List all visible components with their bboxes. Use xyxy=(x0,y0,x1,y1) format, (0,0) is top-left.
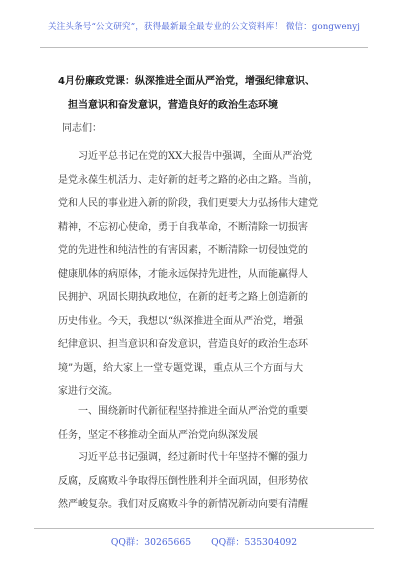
paragraph-line: 习近平总书记强调，经过新时代十年坚持不懈的强力 xyxy=(78,452,308,463)
paragraph-line: 反腐，反腐败斗争取得压倒性胜利并全面巩固，但形势依 xyxy=(58,475,308,487)
header-divider xyxy=(40,47,368,48)
paragraph-line: 境”为题，给大家上一堂专题党课，重点从三个方面与大 xyxy=(58,362,304,374)
paragraph-line: 然严峻复杂。我们对反腐败斗争的新情况新动向要有清醒 xyxy=(58,499,308,510)
paragraph-line: 党和人民的事业进入新的阶段，我们更要大力弘扬伟大建党 xyxy=(58,198,318,209)
paragraph-line: 历史伟业。今天，我想以“纵深推进全面从严治党，增强 xyxy=(58,315,304,327)
salutation: 同志们： xyxy=(62,123,102,134)
heading-line: 任务，坚定不移推动全面从严治党向纵深发展 xyxy=(58,429,258,441)
paragraph-line: 党的先进性和纯洁性的有害因素，不断清除一切侵蚀党的 xyxy=(58,245,308,256)
paragraph-line: 家进行交流。 xyxy=(58,386,118,397)
footer-divider xyxy=(34,528,374,529)
paragraph-1 xyxy=(58,145,352,404)
title-line-2: 担当意识和奋发意识，营造良好的政治生态环境 xyxy=(68,100,278,111)
paragraph-line: 健康肌体的病原体，才能永远保持先进性，从而能赢得人 xyxy=(58,268,308,280)
footer xyxy=(0,534,408,548)
heading-line: 一、围绕新时代新征程坚持推进全面从严治党的重要 xyxy=(78,406,308,417)
paragraph-line: 是党永葆生机活力、走好新的赶考之路的必由之路。当前， xyxy=(58,174,318,186)
paragraph-line: 习近平总书记在党的XX大报告中强调，全面从严治党 xyxy=(78,151,313,162)
header-banner: 关注头条号“公文研究”，获得最新最全最专业的公文资料库！ 微信：gongwenyj xyxy=(47,22,361,32)
document-title xyxy=(58,70,356,118)
paragraph-line: 民拥护、巩固长期执政地位，在新的赶考之路上创造新的 xyxy=(58,292,308,303)
footer-qq-group-1: QQ群：30265665 xyxy=(110,537,192,548)
paragraph-line: 纪律意识、担当意识和奋发意识，营造良好的政治生态环 xyxy=(58,339,308,350)
footer-qq-group-2: QQ群：535304092 xyxy=(211,537,298,548)
paragraph-line: 精神，不忘初心使命，勇于自我革命，不断清除一切损害 xyxy=(58,221,308,233)
title-line-1: 4月份廉政党课：纵深推进全面从严治党，增强纪律意识、 xyxy=(58,76,315,87)
paragraph-2 xyxy=(58,446,352,517)
section-heading-1 xyxy=(58,400,352,447)
